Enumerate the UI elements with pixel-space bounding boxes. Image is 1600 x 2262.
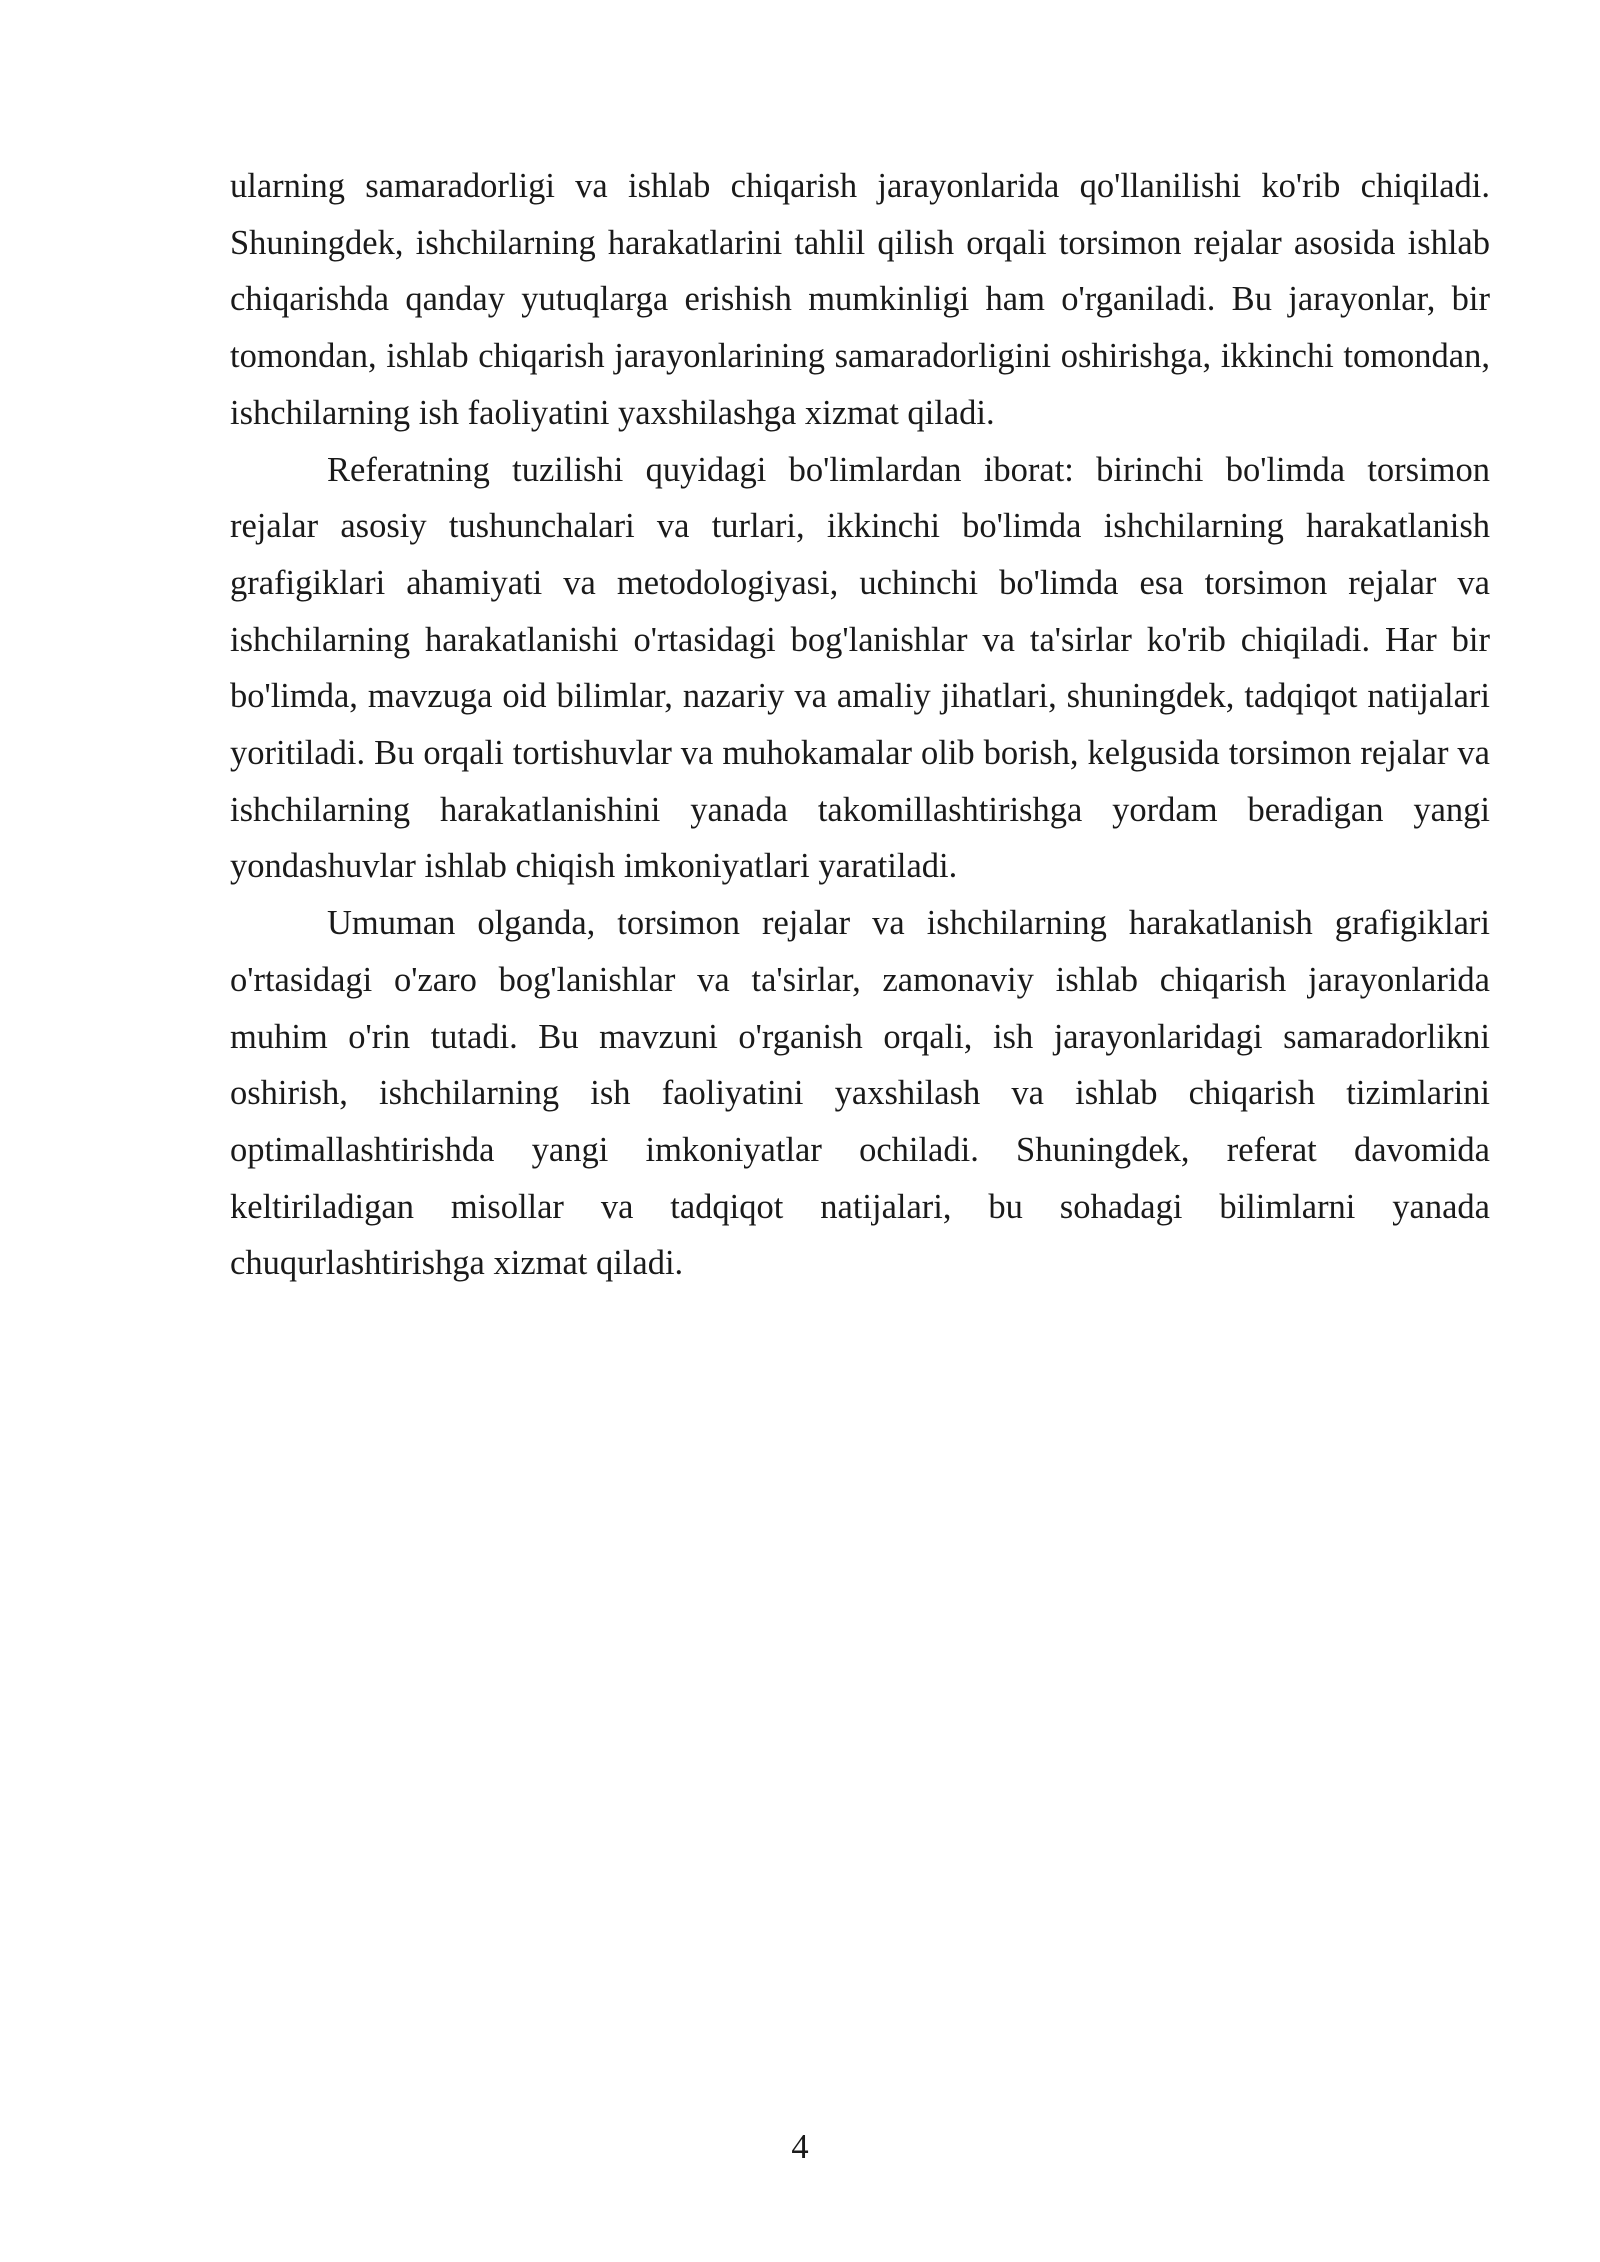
body-text <box>230 158 1490 1292</box>
paragraph-continued: ularning samaradorligi va ishlab chiqarish jarayonlarida qo'llanilishi ko'rib chiqiladi. Shuningdek, ishchilarning harakatlarini tahlil qilish orqali torsimon rejalar asosida ishlab chiqarishda qanday yutuqlarga erishish mumkinligi ham o'rganiladi. Bu jarayonlar, bir tomondan, ishlab chiqarish jarayonlarining samaradorligini oshirishga, ikkinchi tomondan, ishchilarning ish faoliyatini yaxshilashga xizmat qiladi. <box>230 167 1490 432</box>
paragraph-structure: Referatning tuzilishi quyidagi bo'limlardan iborat: birinchi bo'limda torsimon rejalar asosiy tushunchalari va turlari, ikkinchi bo'limda ishchilarning harakatlanish grafigiklari ahamiyati va metodologiyasi, uchinchi bo'limda esa torsimon rejalar va ishchilarning harakatlanishi o'rtasidagi bog'lanishlar va ta'sirlar ko'rib chiqiladi. Har bir bo'limda, mavzuga oid bilimlar, nazariy va amaliy jihatlari, shuningdek, tadqiqot natijalari yoritiladi. Bu orqali tortishuvlar va muhokamalar olib borish, kelgusida torsimon rejalar va ishchilarning harakatlanishini yanada takomillashtirishga yordam beradigan yangi yondashuvlar ishlab chiqish imkoniyatlari yaratiladi. <box>230 450 1490 886</box>
page-number: 4 <box>791 2128 809 2166</box>
paragraph-conclusion: Umuman olganda, torsimon rejalar va ishchilarning harakatlanish grafigiklari o'rtasidagi o'zaro bog'lanishlar va ta'sirlar, zamonaviy ishlab chiqarish jarayonlarida muhim o'rin tutadi. Bu mavzuni o'rganish orqali, ish jarayonlaridagi samaradorlikni oshirish, ishchilarning ish faoliyatini yaxshilash va ishlab chiqarish tizimlarini optimallashtirishda yangi imkoniyatlar ochiladi. Shuningdek, referat davomida keltiriladigan misollar va tadqiqot natijalari, bu sohadagi bilimlarni yanada chuqurlashtirishga xizmat qiladi. <box>230 904 1490 1283</box>
